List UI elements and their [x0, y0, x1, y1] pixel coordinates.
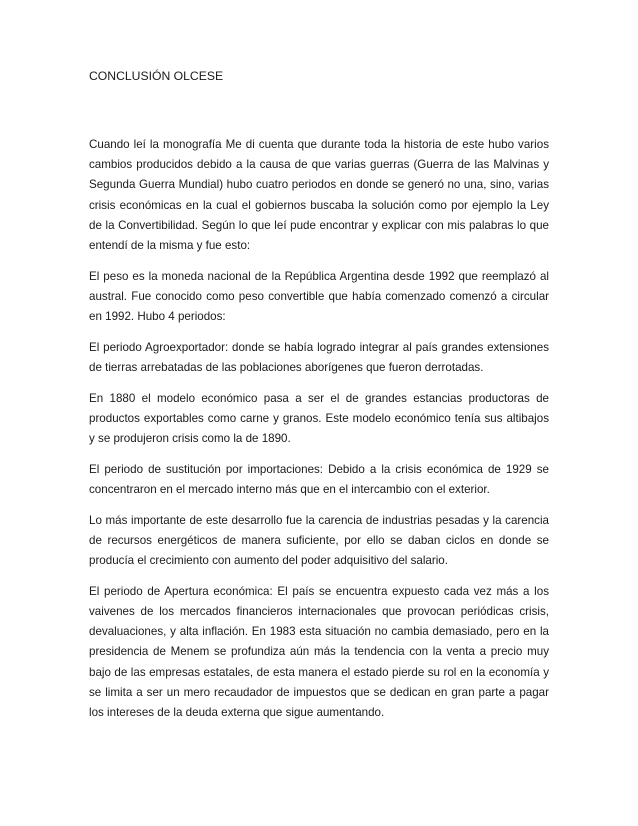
document-title: CONCLUSIÓN OLCESE	[89, 69, 224, 83]
paragraph-agroexportador: El periodo Agroexportador: donde se había logrado integrar al país grandes extensiones de tierras arrebatadas de las poblaciones aborígenes que fueron derrotadas.	[89, 340, 549, 375]
paragraph-sustitucion: El periodo de sustitución por importaciones: Debido a la crisis económica de 1929 se concentraron en el mercado interno más que en el intercambio con el exterior.	[89, 462, 549, 497]
paragraph-1880: En 1880 el modelo económico pasa a ser el de grandes estancias productoras de productos exportables como carne y granos. Este modelo económico tenía sus altibajos y se produjeron crisis como la de 1890.	[89, 391, 549, 446]
paragraph-peso: El peso es la moneda nacional de la República Argentina desde 1992 que reemplazó al austral. Fue conocido como peso convertible que había comenzado comenzó a circular en 1992. Hubo 4 periodos:	[89, 269, 549, 324]
paragraph-desarrollo: Lo más importante de este desarrollo fue la carencia de industrias pesadas y la carencia de recursos energéticos de manera suficiente, por ello se daban ciclos en donde se producía el crecimiento con aumento del poder adquisitivo del salario.	[89, 513, 549, 568]
paragraph-intro: Cuando leí la monografía Me di cuenta que durante toda la historia de este hubo varios cambios producidos debido a la causa de que varias guerras (Guerra de las Malvinas y Segunda Guerra Mundial) hubo cuatro periodos en donde se generó no una, sino, varias crisis económicas en la cual el gobiernos buscaba la solución como por ejemplo la Ley de la Convertibilidad. Según lo que leí pude encontrar y explicar con mis palabras lo que entendí de la misma y fue esto:	[89, 138, 549, 253]
document-body	[89, 135, 549, 734]
paragraph-apertura: El periodo de Apertura económica: El país se encuentra expuesto cada vez más a los vaivenes de los mercados financieros internacionales que provocan periódicas crisis, devaluaciones, y alta inflación. En 1983 esta situación no cambia demasiado, pero en la presidencia de Menem se profundiza aún más la tendencia con la venta a precio muy bajo de las empresas estatales, de esta manera el estado pierde su rol en la economía y se limita a ser un mero recaudador de impuestos que se dedican en gran parte a pagar los intereses de la deuda externa que sigue aumentando.	[89, 584, 549, 720]
